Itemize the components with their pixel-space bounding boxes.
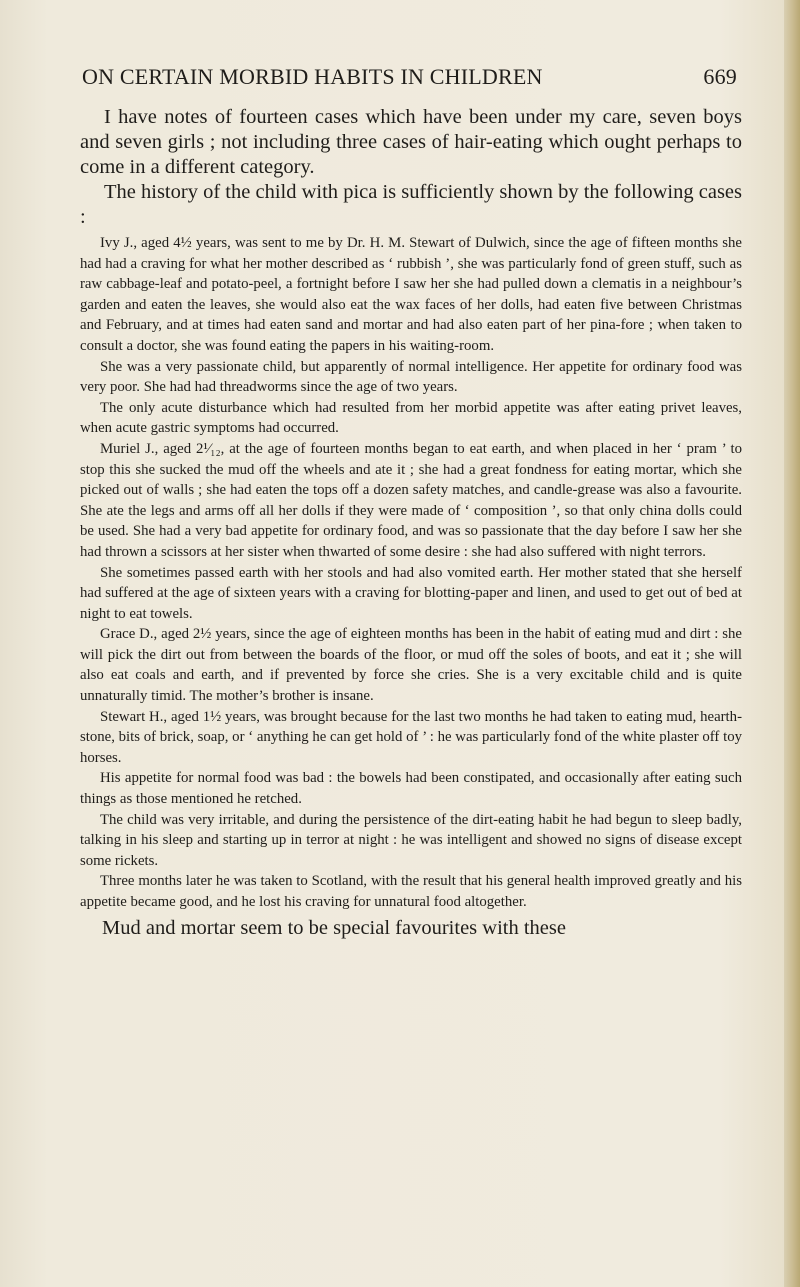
page-body <box>80 105 742 941</box>
page-number: 669 <box>703 64 737 89</box>
intro-section <box>80 105 742 230</box>
case-paragraph: The only acute disturbance which had resulted from her morbid appetite was after eating privet leaves, when acute gastric symptoms had occurred. <box>80 399 742 437</box>
case-paragraph: Ivy J., aged 4½ years, was sent to me by Dr. H. M. Stewart of Dulwich, since the age of fifteen months she had had a craving for what her mother described as ‘ rubbish ’, she was particularly fond of green stuff, such as raw cabbage-leaf and potato-peel, a fortnight before I saw her she had pulled down a clematis in a neighbour’s garden and eaten the leaves, she would also eat the wax faces of her dolls, had eaten five between Christmas and February, and at times had eaten sand and mortar and had also eaten part of her pina-fore ; when taken to consult a doctor, she was found eating the papers in his waiting-room. <box>80 235 742 354</box>
closing-line: Mud and mortar seem to be special favourites with these <box>102 916 566 939</box>
closing-section <box>80 916 742 941</box>
case-notes <box>80 233 742 913</box>
case-paragraph: Three months later he was taken to Scotland, with the result that his general health improved greatly and his appetite became good, and he lost his craving for unnatural food altogether. <box>80 873 742 910</box>
intro-paragraph: I have notes of fourteen cases which have been under my care, seven boys and seven girls ; not including three cases of hair-eating which ought perhaps to come in a different category. <box>80 106 742 178</box>
case-paragraph: Grace D., aged 2½ years, since the age of eighteen months has been in the habit of eating mud and dirt : she will pick the dirt out from between the boards of the floor, or mud off the soles of boots, and eat it ; she will also eat coals and earth, and if prevented by force she cries. She is a very excitable child and is quite unnaturally timid. The mother’s brother is insane. <box>80 626 742 705</box>
case-paragraph: Stewart H., aged 1½ years, was brought because for the last two months he had taken to eating mud, hearth-stone, bits of brick, soap, or ‘ anything he can get hold of ’ : he was particularly fond of the white plaster off toy horses. <box>80 708 742 766</box>
intro-paragraph: The history of the child with pica is sufficiently shown by the following cases : <box>80 181 742 228</box>
case-paragraph: Muriel J., aged 2¹⁄₁₂, at the age of fourteen months began to eat earth, and when placed in her ‘ pram ’ to stop this she sucked the mud off the wheels and ate it ; she had a great fondness for eating mortar, which she picked out of walls ; she had eaten the tops off a dozen safety matches, and candle-grease was also a favourite. She ate the legs and arms off all her dolls if they were made of ‘ composition ’, so that only china dolls could be used. She had a very bad appetite for ordinary food, and was so passionate that the day before I saw her she had thrown a scissors at her sister when thwarted of some desire : she had also suffered with night terrors. <box>80 440 742 560</box>
running-title: ON CERTAIN MORBID HABITS IN CHILDREN <box>82 64 543 89</box>
case-paragraph: His appetite for normal food was bad : the bowels had been constipated, and occasionally after eating such things as those mentioned he retched. <box>80 770 742 808</box>
case-paragraph: The child was very irritable, and during the persistence of the dirt-eating habit he had begun to sleep badly, talking in his sleep and starting up in terror at night : he was intelligent and showed no signs of disease except some rickets. <box>80 811 742 869</box>
page-edge <box>784 0 800 1287</box>
case-paragraph: She sometimes passed earth with her stools and had also vomited earth. Her mother stated that she herself had suffered at the age of sixteen years with a craving for blotting-paper and linen, and used to get out of bed at night to eat towels. <box>80 564 742 622</box>
case-paragraph: She was a very passionate child, but apparently of normal intelligence. Her appetite for ordinary food was very poor. She had had threadworms since the age of two years. <box>80 358 742 396</box>
